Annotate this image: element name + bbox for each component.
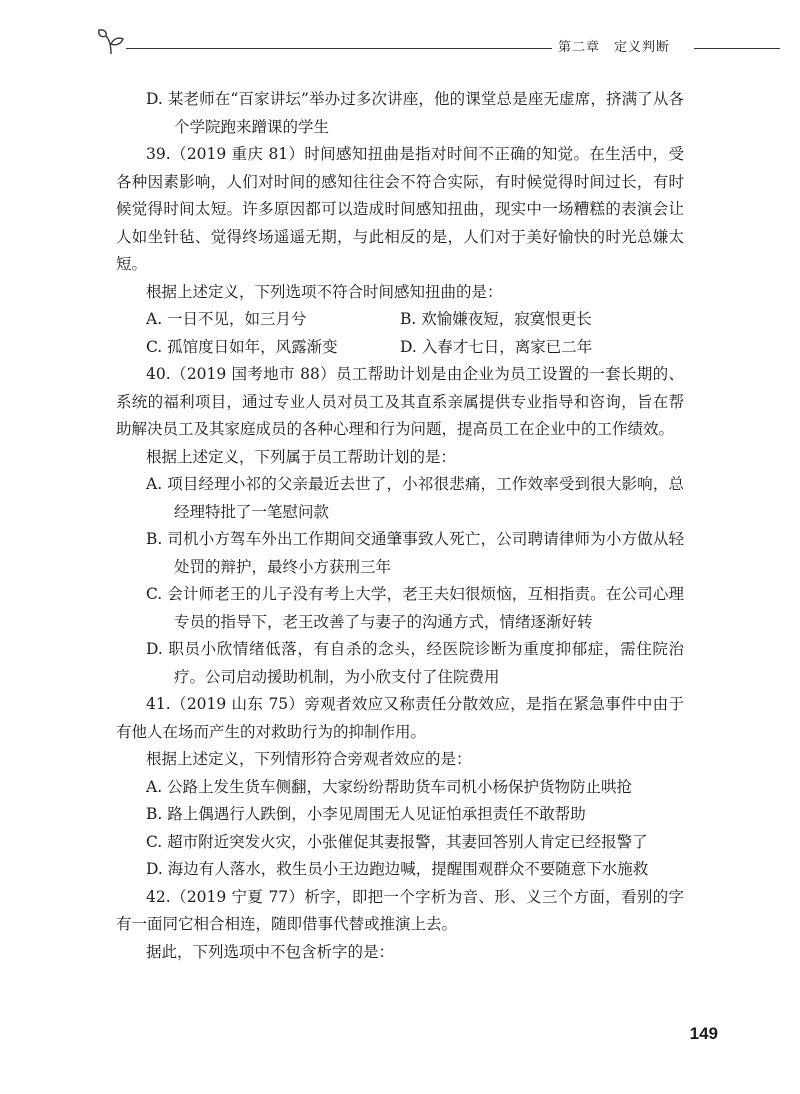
question-42-stem: 42.（2019 宁夏 77）析字，即把一个字析为音、形、义三个方面，看别的字有一面同它相合相连，随即借事代替或推演上去。: [116, 887, 684, 933]
chapter-title: 定义判断: [614, 40, 671, 55]
prev-option-d-line1: D. 某老师在“百家讲坛”举办过多次讲座，他的课堂总是座无虚席，挤满了从各: [146, 90, 684, 108]
question-40-prompt: 根据上述定义，下列属于员工帮助计划的是：: [146, 447, 457, 466]
header-rule-right: [694, 48, 780, 49]
page-header: [96, 28, 780, 58]
chapter-heading: [558, 36, 670, 55]
chapter-number: 第二章: [558, 40, 601, 55]
page-number: 149: [689, 1024, 718, 1043]
question-39-option-d: D. 入春才七日，离家已二年: [400, 337, 593, 356]
question-40-stem: 40.（2019 国考地市 88）员工帮助计划是由企业为员工设置的一套长期的、系统的福利项目，通过专业人员对员工及其直系亲属提供专业指导和咨询，旨在帮助解决员工及其家庭成员的各种心理和行为问题，提高员工在企业中的工作绩效。: [116, 365, 684, 438]
question-41-prompt: 根据上述定义，下列情形符合旁观者效应的是：: [146, 750, 472, 768]
question-39-option-b: B. 欢愉嫌夜短，寂寞恨更长: [400, 310, 592, 328]
question-39-options-row2: [116, 334, 684, 362]
sprout-icon: [96, 28, 126, 56]
header-rule-left: [126, 48, 552, 49]
question-40-option-c: C. 会计师老王的儿子没有考上大学，老王夫妇很烦恼，互相指责。在公司心理专员的指导下，老王改善了与妻子的沟通方式，情绪逐渐好转: [146, 585, 684, 631]
page-body: [116, 86, 684, 966]
question-39-option-a: A. 一日不见，如三月兮: [146, 310, 307, 328]
question-42-prompt: 据此，下列选项中不包含析字的是：: [146, 942, 395, 961]
question-40-option-b: B. 司机小方驾车外出工作期间交通肇事致人死亡，公司聘请律师为小方做从轻处罚的辩护，最终小方获刑三年: [146, 530, 684, 576]
prev-option-d-line2: 个学院跑来蹭课的学生: [174, 117, 330, 136]
question-41-option-b: B. 路上偶遇行人跌倒，小李见周围无人见证怕承担责任不敢帮助: [146, 805, 586, 823]
question-41-option-d: D. 海边有人落水，救生员小王边跑边喊，提醒围观群众不要随意下水施救: [146, 860, 649, 878]
question-39-prompt: 根据上述定义，下列选项不符合时间感知扭曲的是：: [146, 282, 503, 301]
question-41-option-c: C. 超市附近突发火灾，小张催促其妻报警，其妻回答别人肯定已经报警了: [146, 832, 648, 851]
prev-option-d: [116, 86, 684, 141]
question-41-option-a: A. 公路上发生货车侧翻，大家纷纷帮助货车司机小杨保护货物防止哄抢: [146, 777, 633, 796]
question-39-option-c: C. 孤馆度日如年，风露渐变: [146, 337, 338, 356]
question-40-option-d: D. 职员小欣情绪低落，有自杀的念头，经医院诊断为重度抑郁症，需住院治疗。公司启动援助机制，为小欣支付了住院费用: [146, 640, 684, 686]
question-40-option-a: A. 项目经理小祁的父亲最近去世了，小祁很悲痛，工作效率受到很大影响，总经理特批了一笔慰问款: [146, 475, 684, 521]
question-39-options-row1: [116, 306, 684, 334]
question-39-stem: 39.（2019 重庆 81）时间感知扭曲是指对时间不正确的知觉。在生活中，受各种因素影响，人们对时间的感知往往会不符合实际，有时候觉得时间过长，有时候觉得时间太短。许多原因都可以造成时间感知扭曲，现实中一场糟糕的表演会让人如坐针毡、觉得终场遥遥无期，与此相反的是，人们对于美好愉快的时光总嫌太短。: [116, 145, 684, 273]
question-41-stem: 41.（2019 山东 75）旁观者效应又称责任分散效应，是指在紧急事件中由于有他人在场而产生的对救助行为的抑制作用。: [116, 695, 684, 741]
